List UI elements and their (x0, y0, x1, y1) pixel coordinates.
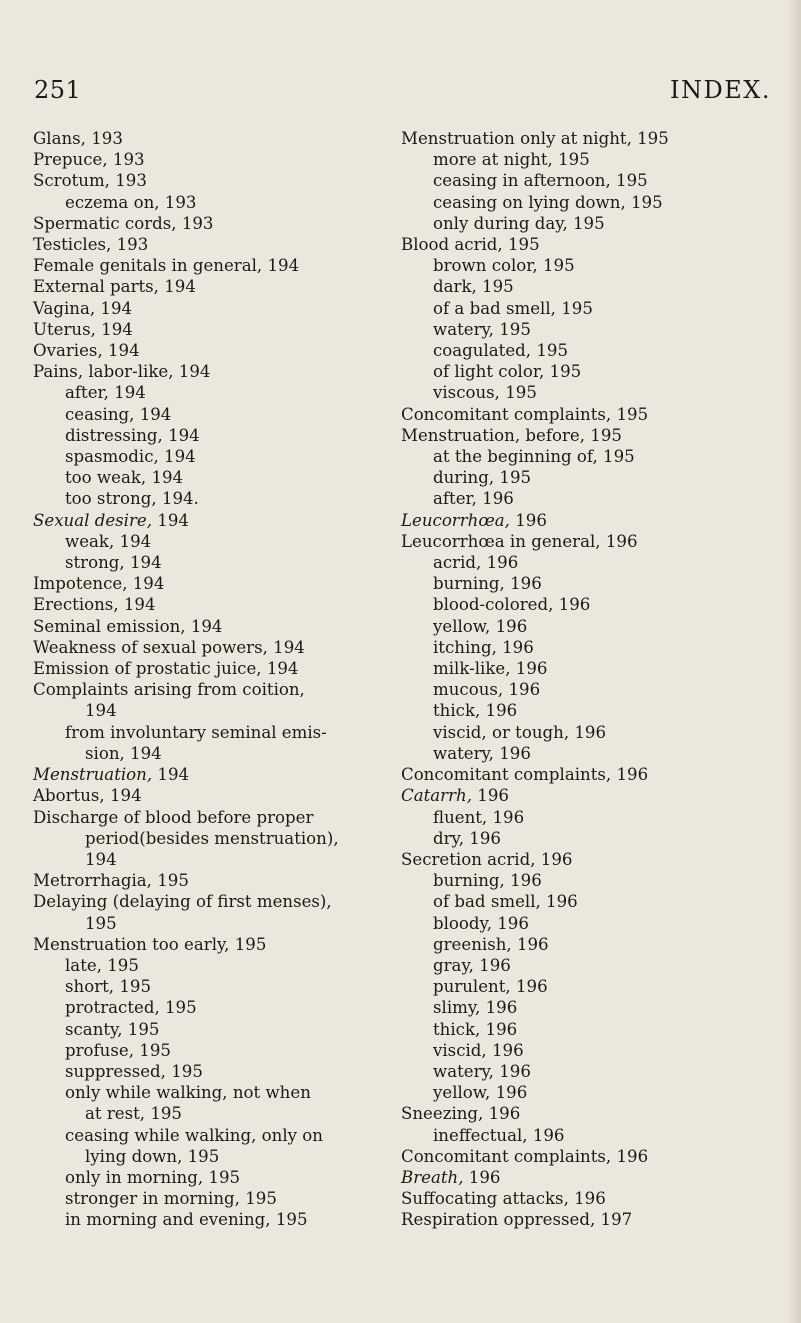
entry-text: ceasing on lying down, 195 (433, 192, 663, 212)
index-subentry (401, 722, 781, 743)
entry-text: viscid, or tough, 196 (433, 722, 607, 742)
index-subentry (33, 1125, 405, 1167)
entry-text: short, 195 (65, 977, 152, 997)
index-subentry (401, 1125, 781, 1146)
index-entry (33, 637, 405, 658)
index-entry (33, 340, 405, 361)
entry-text: Abortus, 194 (33, 786, 142, 806)
entry-text: acrid, 196 (433, 553, 519, 573)
entry-text: gray, 196 (433, 955, 511, 975)
index-entry (33, 658, 405, 679)
index-subentry (401, 637, 781, 658)
index-entry (401, 1209, 781, 1230)
entry-text: greenish, 196 (433, 934, 549, 954)
entry-text: Scrotum, 193 (33, 171, 147, 191)
index-subentry (401, 298, 781, 319)
entry-text: Impotence, 194 (33, 574, 165, 594)
entry-text: at the beginning of, 195 (433, 447, 635, 467)
entry-continuation: lying down, 195 (85, 1146, 220, 1166)
entry-text: slimy, 196 (433, 998, 518, 1018)
entry-text: too strong, 194. (65, 489, 199, 509)
index-subentry (401, 467, 781, 488)
index-entry (33, 149, 405, 170)
entry-text: burning, 196 (433, 871, 542, 891)
entry-text: Erections, 194 (33, 595, 156, 615)
entry-text: Catarrh, (401, 786, 472, 806)
entry-text: Complaints arising from coition, (33, 680, 305, 700)
index-entry (401, 404, 781, 425)
entry-text: fluent, 196 (433, 807, 525, 827)
index-subentry (33, 404, 405, 425)
entry-text: distressing, 194 (65, 425, 200, 445)
index-entry (401, 425, 781, 446)
index-subentry (401, 170, 781, 191)
entry-text: Metrorrhagia, 195 (33, 871, 189, 891)
index-entry (401, 1103, 781, 1124)
index-subentry (401, 255, 781, 276)
entry-text: only in morning, 195 (65, 1167, 241, 1187)
index-subentry (401, 213, 781, 234)
entry-text: Breath, (401, 1167, 464, 1187)
index-subentry (33, 1188, 405, 1209)
index-entry (401, 531, 781, 552)
index-subentry (401, 934, 781, 955)
entry-text: of light color, 195 (433, 362, 582, 382)
index-entry (33, 361, 405, 382)
entry-text: Ovaries, 194 (33, 341, 140, 361)
entry-text: thick, 196 (433, 701, 518, 721)
index-subentry (33, 1209, 405, 1230)
entry-text: purulent, 196 (433, 977, 548, 997)
entry-text: Sexual desire, (33, 510, 153, 530)
entry-text: Uterus, 194 (33, 319, 133, 339)
index-entry (33, 764, 405, 785)
entry-text: Suffocating attacks, 196 (401, 1189, 606, 1209)
index-subentry (33, 531, 405, 552)
index-entry (401, 1146, 781, 1167)
index-subentry (401, 870, 781, 891)
index-entry (33, 934, 405, 955)
index-subentry (33, 1061, 405, 1082)
page-header (34, 76, 771, 110)
index-entry (401, 510, 781, 531)
entry-text: Menstruation, (33, 765, 153, 785)
index-subentry (401, 828, 781, 849)
index-subentry (401, 594, 781, 615)
entry-text: Leucorrhœa in general, 196 (401, 531, 638, 551)
index-subentry (33, 997, 405, 1018)
entry-text: Delaying (delaying of first menses), (33, 892, 332, 912)
index-entry (401, 764, 781, 785)
entry-text: burning, 196 (433, 574, 542, 594)
entry-text: too weak, 194 (65, 468, 184, 488)
entry-text: protracted, 195 (65, 998, 197, 1018)
index-entry (33, 170, 405, 191)
index-subentry (33, 1082, 405, 1124)
index-entry (33, 807, 405, 871)
entry-text: stronger in morning, 195 (65, 1189, 277, 1209)
index-entry (33, 679, 405, 721)
entry-text: Respiration oppressed, 197 (401, 1210, 633, 1230)
index-entry (33, 573, 405, 594)
entry-text: External parts, 194 (33, 277, 196, 297)
entry-continuation: at rest, 195 (85, 1104, 182, 1124)
entry-page-ref: 196 (471, 786, 509, 806)
entry-text: of bad smell, 196 (433, 892, 578, 912)
index-subentry (401, 319, 781, 340)
entry-text: watery, 196 (433, 1061, 531, 1081)
index-subentry (401, 658, 781, 679)
entry-text: itching, 196 (433, 637, 534, 657)
index-subentry (33, 1167, 405, 1188)
entry-text: Vagina, 194 (33, 298, 133, 318)
entry-page-ref: 194 (152, 765, 190, 785)
index-subentry (401, 997, 781, 1018)
index-subentry (401, 192, 781, 213)
entry-text: viscid, 196 (433, 1040, 524, 1060)
page-number: 251 (34, 76, 82, 104)
entry-text: only while walking, not when (65, 1083, 311, 1103)
running-head: INDEX. (670, 76, 771, 104)
entry-page-ref: 196 (509, 510, 547, 530)
entry-text: Sneezing, 196 (401, 1104, 521, 1124)
entry-text: ineffectual, 196 (433, 1125, 565, 1145)
entry-text: Menstruation only at night, 195 (401, 129, 669, 148)
entry-text: yellow, 196 (433, 616, 528, 636)
entry-text: after, 196 (433, 489, 514, 509)
index-subentry (401, 1040, 781, 1061)
entry-text: after, 194 (65, 383, 146, 403)
index-entry (401, 849, 781, 870)
entry-page-ref: 194 (152, 510, 189, 530)
index-subentry (401, 488, 781, 509)
index-entry (401, 1167, 781, 1188)
entry-text: ceasing in afternoon, 195 (433, 171, 648, 191)
index-subentry (401, 807, 781, 828)
index-subentry (401, 149, 781, 170)
entry-text: Seminal emission, 194 (33, 616, 223, 636)
entry-text: of a bad smell, 195 (433, 298, 593, 318)
entry-text: only during day, 195 (433, 213, 605, 233)
entry-text: ceasing while walking, only on (65, 1125, 323, 1145)
index-subentry (33, 1019, 405, 1040)
entry-text: milk-like, 196 (433, 659, 548, 679)
index-subentry (33, 425, 405, 446)
index-entry (401, 785, 781, 806)
index-subentry (401, 679, 781, 700)
index-entry (33, 616, 405, 637)
index-subentry (33, 552, 405, 573)
entry-continuation: 194 (85, 701, 117, 721)
index-subentry (401, 955, 781, 976)
index-subentry (401, 891, 781, 912)
entry-text: strong, 194 (65, 553, 162, 573)
index-subentry (33, 382, 405, 403)
index-entry (33, 785, 405, 806)
index-subentry (401, 743, 781, 764)
entry-text: profuse, 195 (65, 1040, 171, 1060)
index-subentry (401, 361, 781, 382)
index-subentry (401, 1082, 781, 1103)
index-subentry (33, 446, 405, 467)
index-entry (33, 255, 405, 276)
index-entry (33, 276, 405, 297)
entry-text: weak, 194 (65, 531, 152, 551)
entry-text: Female genitals in general, 194 (33, 256, 300, 276)
entry-text: Secretion acrid, 196 (401, 849, 573, 869)
entry-text: Concomitant complaints, 195 (401, 404, 649, 424)
entry-text: Pains, labor-like, 194 (33, 362, 211, 382)
entry-text: thick, 196 (433, 1019, 518, 1039)
index-entry (33, 319, 405, 340)
index-subentry (401, 276, 781, 297)
index-subentry (401, 446, 781, 467)
page-edge (787, 0, 801, 1323)
index-entry (33, 234, 405, 255)
entry-text: Concomitant complaints, 196 (401, 1146, 649, 1166)
index-entry (33, 128, 405, 149)
entry-text: yellow, 196 (433, 1083, 528, 1103)
index-subentry (33, 955, 405, 976)
entry-text: viscous, 195 (433, 383, 537, 403)
entry-continuation: 194 (85, 849, 117, 869)
entry-text: during, 195 (433, 468, 532, 488)
entry-text: late, 195 (65, 955, 139, 975)
index-subentry (33, 1040, 405, 1061)
entry-text: brown color, 195 (433, 256, 575, 276)
entry-text: from involuntary seminal emis- (65, 722, 327, 742)
index-subentry (33, 722, 405, 764)
entry-page-ref: 196 (463, 1167, 501, 1187)
index-subentry (401, 573, 781, 594)
entry-text: Leucorrhœa, (401, 510, 510, 530)
entry-text: Menstruation, before, 195 (401, 425, 622, 445)
entry-text: eczema on, 193 (65, 192, 197, 212)
entry-text: Spermatic cords, 193 (33, 213, 214, 233)
index-entry (401, 128, 781, 149)
index-subentry (401, 913, 781, 934)
index-entry (401, 1188, 781, 1209)
entry-continuation: sion, 194 (85, 743, 162, 763)
entry-text: Discharge of blood before proper (33, 807, 314, 827)
entry-text: scanty, 195 (65, 1019, 160, 1039)
index-column-left (33, 128, 405, 1231)
index-entry (33, 298, 405, 319)
index-entry (33, 213, 405, 234)
entry-text: coagulated, 195 (433, 341, 569, 361)
index-subentry (33, 467, 405, 488)
index-entry (401, 234, 781, 255)
index-subentry (401, 382, 781, 403)
entry-text: Weakness of sexual powers, 194 (33, 637, 305, 657)
index-subentry (401, 1061, 781, 1082)
entry-text: blood-colored, 196 (433, 595, 591, 615)
entry-text: Glans, 193 (33, 129, 123, 148)
index-subentry (401, 1019, 781, 1040)
entry-text: Blood acrid, 195 (401, 235, 540, 255)
entry-text: dry, 196 (433, 828, 501, 848)
entry-text: dark, 195 (433, 277, 514, 297)
entry-text: watery, 196 (433, 743, 531, 763)
index-entry (33, 594, 405, 615)
entry-text: watery, 195 (433, 319, 531, 339)
index-subentry (401, 340, 781, 361)
entry-text: Prepuce, 193 (33, 150, 145, 170)
entry-text: Emission of prostatic juice, 194 (33, 659, 299, 679)
index-subentry (33, 192, 405, 213)
index-subentry (401, 700, 781, 721)
entry-continuation: 195 (85, 913, 117, 933)
entry-continuation: period(besides menstruation), (85, 828, 339, 848)
index-subentry (33, 976, 405, 997)
index-subentry (33, 488, 405, 509)
index-entry (33, 870, 405, 891)
index-subentry (401, 976, 781, 997)
index-column-right (401, 128, 781, 1231)
entry-text: Concomitant complaints, 196 (401, 765, 649, 785)
entry-text: Testicles, 193 (33, 235, 149, 255)
entry-text: suppressed, 195 (65, 1061, 203, 1081)
index-entry (33, 510, 405, 531)
entry-text: in morning and evening, 195 (65, 1210, 308, 1230)
entry-text: Menstruation too early, 195 (33, 934, 267, 954)
entry-text: more at night, 195 (433, 150, 590, 170)
index-subentry (401, 552, 781, 573)
index-entry (33, 891, 405, 933)
entry-text: ceasing, 194 (65, 404, 172, 424)
entry-text: mucous, 196 (433, 680, 541, 700)
entry-text: bloody, 196 (433, 913, 529, 933)
index-subentry (401, 616, 781, 637)
entry-text: spasmodic, 194 (65, 447, 196, 467)
